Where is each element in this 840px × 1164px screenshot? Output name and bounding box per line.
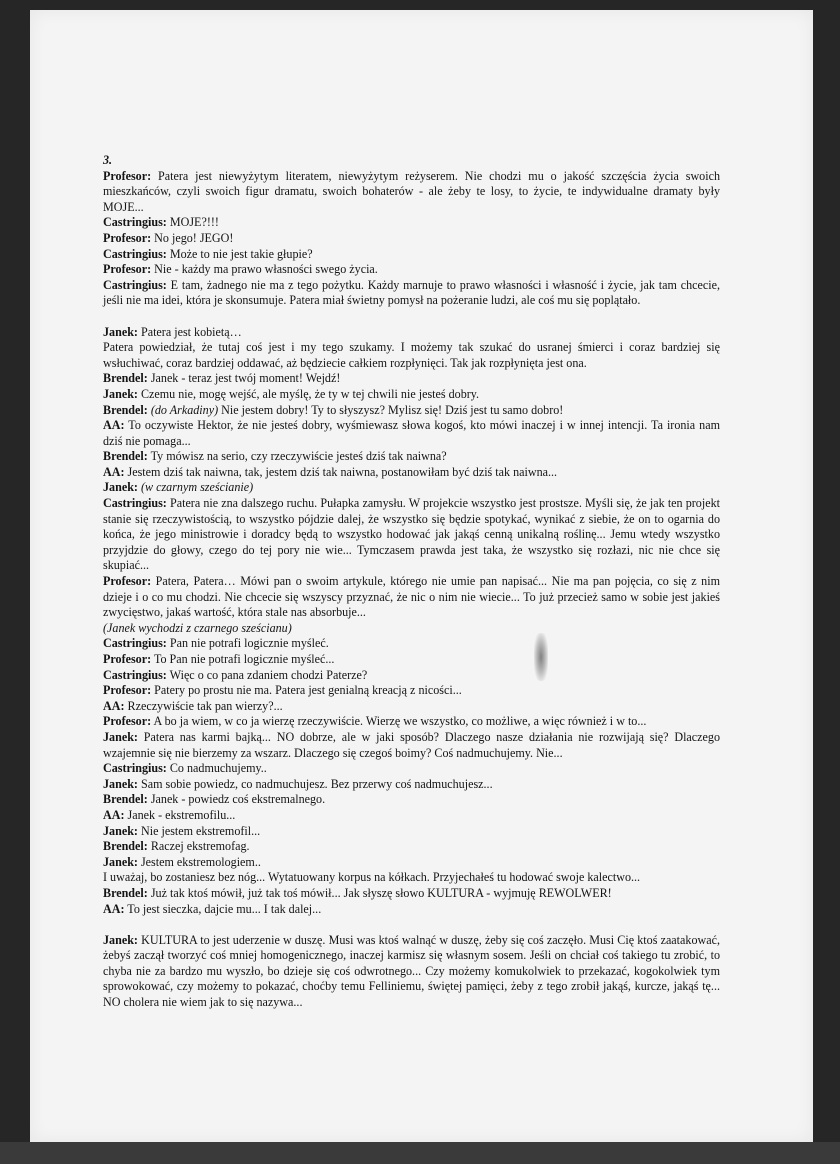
speaker-name: Castringius: <box>103 215 167 230</box>
dialogue-line <box>103 371 720 387</box>
dialogue-text: KULTURA to jest uderzenie w duszę. Musi was ktoś walnąć w duszę, żeby się coś zaczęło. Musi Cię ktoś zaatakować, żebyś zaczął tworzyć coś mniej homogenicznego, inaczej karmisz się własnym sosem. Jeśli on chciał coś takiego tu zrobić, to chyba nie za bardzo mu wyszło, bo dzieje się coś odwrotnego... Czy możemy komukolwiek to przekazać, kogokolwiek tym sprowokować, czy możemy to pokazać, choćby temu Felliniemu, świętej pamięci, żeby z tego zrobił jakąś, kurcze, jakąś tę... NO cholera nie wiem jak to się nazywa... <box>103 932 720 1010</box>
dialogue-line <box>103 169 720 216</box>
dialogue-line <box>103 730 720 761</box>
speaker-name: Janek: <box>103 854 138 869</box>
dialogue-line <box>103 278 720 309</box>
dialogue-text: Jestem ekstremologiem.. <box>137 854 261 869</box>
dialogue-line <box>103 449 720 465</box>
speaker-name: Castringius: <box>103 246 167 261</box>
dialogue-line <box>103 262 720 278</box>
dialogue-line <box>103 855 720 871</box>
dialogue-line <box>103 683 720 699</box>
dialogue-text: Pan nie potrafi logicznie myśleć. <box>166 636 329 651</box>
dialogue-text: MOJE?!!! <box>166 215 219 230</box>
dialogue-text: Raczej ekstremofag. <box>147 839 250 854</box>
dialogue-line <box>103 465 720 481</box>
dialogue-text: Czemu nie, mogę wejść, ale myślę, że ty w tej chwili nie jesteś dobry. <box>137 386 480 401</box>
speaker-name: Brendel: <box>103 402 148 417</box>
dialogue-text: Patera, Patera… Mówi pan o swoim artykule, którego nie umie pan napisać... Nie ma pan pojęcia, co się z nim dzieje i o co mu chodzi. Nie chcecie się wszyscy przyznać, że nic o nim nie wiecie... To już przecież samo w sobie jest jakieś zwycięstwo, jakaś wartość, która stale nas absorbuje... <box>103 574 720 620</box>
dialogue-line <box>103 403 720 419</box>
dialogue-text: Patera nie zna dalszego ruchu. Pułapka zamysłu. W projekcie wszystko jest prostsze. Myśli się, że jak ten projekt stanie się rzeczywistością, to wszystko pójdzie dalej, że wszystko się będzie spotykać, wynikać z siebie, że on to ogarnia do końca, że jego ministrowie i doradcy będą to wszystko hodować jak jakąś cenną unikalną roślinę... Jemu wtedy wszystko przyjdzie do głowy, czego do tej pory nie wie... Tymczasem prawda jest taka, że wszystko się rozłazi, nic nie chce się skupiać... <box>103 496 720 573</box>
dialogue-line <box>103 636 720 652</box>
blank-line <box>103 309 720 325</box>
dialogue-text: Nie jestem ekstremofil... <box>137 823 261 838</box>
speaker-name: Castringius: <box>103 761 167 776</box>
dialogue-line <box>103 325 720 341</box>
speaker-name: Profesor: <box>103 262 152 277</box>
speaker-name: Janek: <box>103 776 138 791</box>
dialogue-text: Patery po prostu nie ma. Patera jest genialną kreacją z nicości... <box>151 683 462 698</box>
dialogue-text: Patera jest kobietą… <box>137 324 242 339</box>
dialogue-text: Może to nie jest takie głupie? <box>166 246 313 261</box>
speaker-name: Profesor: <box>103 683 152 698</box>
speaker-name: AA: <box>103 464 125 479</box>
dialogue-line <box>103 247 720 263</box>
scene-number: 3. <box>103 153 113 167</box>
dialogue-text: To jest sieczka, dajcie mu... I tak dalej... <box>124 901 322 916</box>
dialogue-text: I uważaj, bo zostaniesz bez nóg... Wytatuowany korpus na kółkach. Przyjechałeś tu hodować swoje kalectwo... <box>103 870 641 885</box>
dialogue-line <box>103 215 720 231</box>
dialogue-text: Patera jest niewyżytym literatem, niewyżytym reżyserem. Nie chodzi mu o jakość szczęścia życia swoich mieszkańców, czyli swoich figur dramatu, swoich bohaterów - ale żeby te losy, to życie, te indywidualne dramaty były MOJE... <box>103 168 720 214</box>
dialogue-text: Nie - każdy ma prawo własności swego życia. <box>151 262 378 277</box>
dialogue-text: A bo ja wiem, w co ja wierzę rzeczywiście. Wierzę we wszystko, co możliwe, a więc również i w to... <box>151 714 647 729</box>
speaker-name: Profesor: <box>103 168 152 183</box>
dialogue-line <box>103 652 720 668</box>
speaker-name: Janek: <box>103 932 138 947</box>
speaker-name: Janek: <box>103 386 138 401</box>
dialogue-line <box>103 340 720 371</box>
dialogue-text: Ty mówisz na serio, czy rzeczywiście jesteś dziś tak naiwna? <box>147 449 447 464</box>
dialogue-line <box>103 933 720 1011</box>
speaker-name: Brendel: <box>103 449 148 464</box>
speaker-name: Brendel: <box>103 885 148 900</box>
speaker-name: AA: <box>103 698 125 713</box>
speaker-name: AA: <box>103 807 125 822</box>
stage-direction: (do Arkadiny) <box>147 402 219 417</box>
dialogue-text: Co nadmuchujemy.. <box>166 761 267 776</box>
dialogue-line <box>103 792 720 808</box>
dialogue-line <box>103 699 720 715</box>
dialogue-text: Sam sobie powiedz, co nadmuchujesz. Bez przerwy coś nadmuchujesz... <box>137 776 493 791</box>
speaker-name: Brendel: <box>103 371 148 386</box>
dialogue-line <box>103 839 720 855</box>
dialogue-text: Patera nas karmi bajką... NO dobrze, ale w jaki sposób? Dlaczego nasze działania nie rozwijają się? Dlaczego wzajemnie się nie bierzemy za wszarz. Dlaczego się czegoś boimy? Coś nadmuchujemy. Nie... <box>103 729 720 760</box>
dialogue-line <box>103 231 720 247</box>
dialogue-line <box>103 387 720 403</box>
speaker-name: Profesor: <box>103 574 152 589</box>
dialogue-text: No jego! JEGO! <box>151 230 234 245</box>
dialogue-line <box>103 902 720 918</box>
dialogue-line <box>103 761 720 777</box>
dialogue-text: Janek - teraz jest twój moment! Wejdź! <box>147 371 341 386</box>
dialogue-text: To oczywiste Hektor, że nie jesteś dobry, wyśmiewasz słowa kogoś, kto mówi inaczej i w innej intencji. Ta ironia nam dziś nie pomaga... <box>103 418 720 448</box>
dialogue-text: E tam, żadnego nie ma z tego pożytku. Każdy marnuje to prawo własności i własność i życie, jak tam chcecie, jeśli nie ma idei, która je skonsumuje. Patera miał świetny pomysł na pożeranie ludzi, ale coś mu się poplątało. <box>103 277 720 308</box>
dialogue-line <box>103 621 720 637</box>
document-body <box>103 153 720 1011</box>
dialogue-text: To Pan nie potrafi logicznie myśleć... <box>151 652 335 666</box>
dialogue-line <box>103 824 720 840</box>
stage-direction: (w czarnym sześcianie) <box>137 480 254 495</box>
speaker-name: Castringius: <box>103 636 167 651</box>
dialogue-line <box>103 496 720 574</box>
speaker-name: AA: <box>103 901 125 916</box>
speaker-name: Brendel: <box>103 792 148 807</box>
speaker-name: AA: <box>103 418 125 433</box>
dialogue-text: Nie jestem dobry! Ty to słyszysz? Mylisz się! Dziś jest tu samo dobro! <box>218 402 564 417</box>
dialogue-line <box>103 808 720 824</box>
dialogue-text: Więc o co pana zdaniem chodzi Paterze? <box>166 667 368 682</box>
dialogue-line <box>103 886 720 902</box>
dialogue-text: Janek - ekstremofilu... <box>124 807 236 822</box>
speaker-name: Janek: <box>103 480 138 495</box>
speaker-name: Profesor: <box>103 714 152 729</box>
speaker-name: Profesor: <box>103 230 152 245</box>
dialogue-line <box>103 777 720 793</box>
scanner-edge <box>0 1142 840 1164</box>
dialogue-line <box>103 574 720 621</box>
speaker-name: Castringius: <box>103 667 167 682</box>
dialogue-line <box>103 480 720 496</box>
dialogue-text: Już tak ktoś mówił, już tak toś mówił... Jak słyszę słowo KULTURA - wyjmuję REWOLWER! <box>147 885 612 900</box>
speaker-name: Janek: <box>103 729 138 744</box>
speaker-name: Castringius: <box>103 496 167 511</box>
dialogue-text: Rzeczywiście tak pan wierzy?... <box>124 698 283 713</box>
dialogue-line <box>103 714 720 730</box>
dialogue-line <box>103 418 720 449</box>
speaker-name: Profesor: <box>103 652 152 666</box>
stage-direction: (Janek wychodzi z czarnego sześcianu) <box>103 620 292 635</box>
dialogue-line <box>103 668 720 684</box>
dialogue-line <box>103 870 720 886</box>
dialogue-text: Patera powiedział, że tutaj coś jest i my tego szukamy. I możemy tak szukać do usranej śmierci i coraz bardziej się wsłuchiwać, coraz bardziej oddawać, aż będziecie całkiem rozpłynięci. Tak jak rozpłynięta jest ona. <box>103 340 720 370</box>
dialogue-text: Janek - powiedz coś ekstremalnego. <box>147 792 326 807</box>
blank-line <box>103 917 720 933</box>
speaker-name: Janek: <box>103 823 138 838</box>
dialogue-text: Jestem dziś tak naiwna, tak, jestem dziś tak naiwna, postanowiłam być dziś tak naiwna... <box>124 464 558 479</box>
speaker-name: Janek: <box>103 324 138 339</box>
speaker-name: Brendel: <box>103 839 148 854</box>
speaker-name: Castringius: <box>103 277 167 292</box>
